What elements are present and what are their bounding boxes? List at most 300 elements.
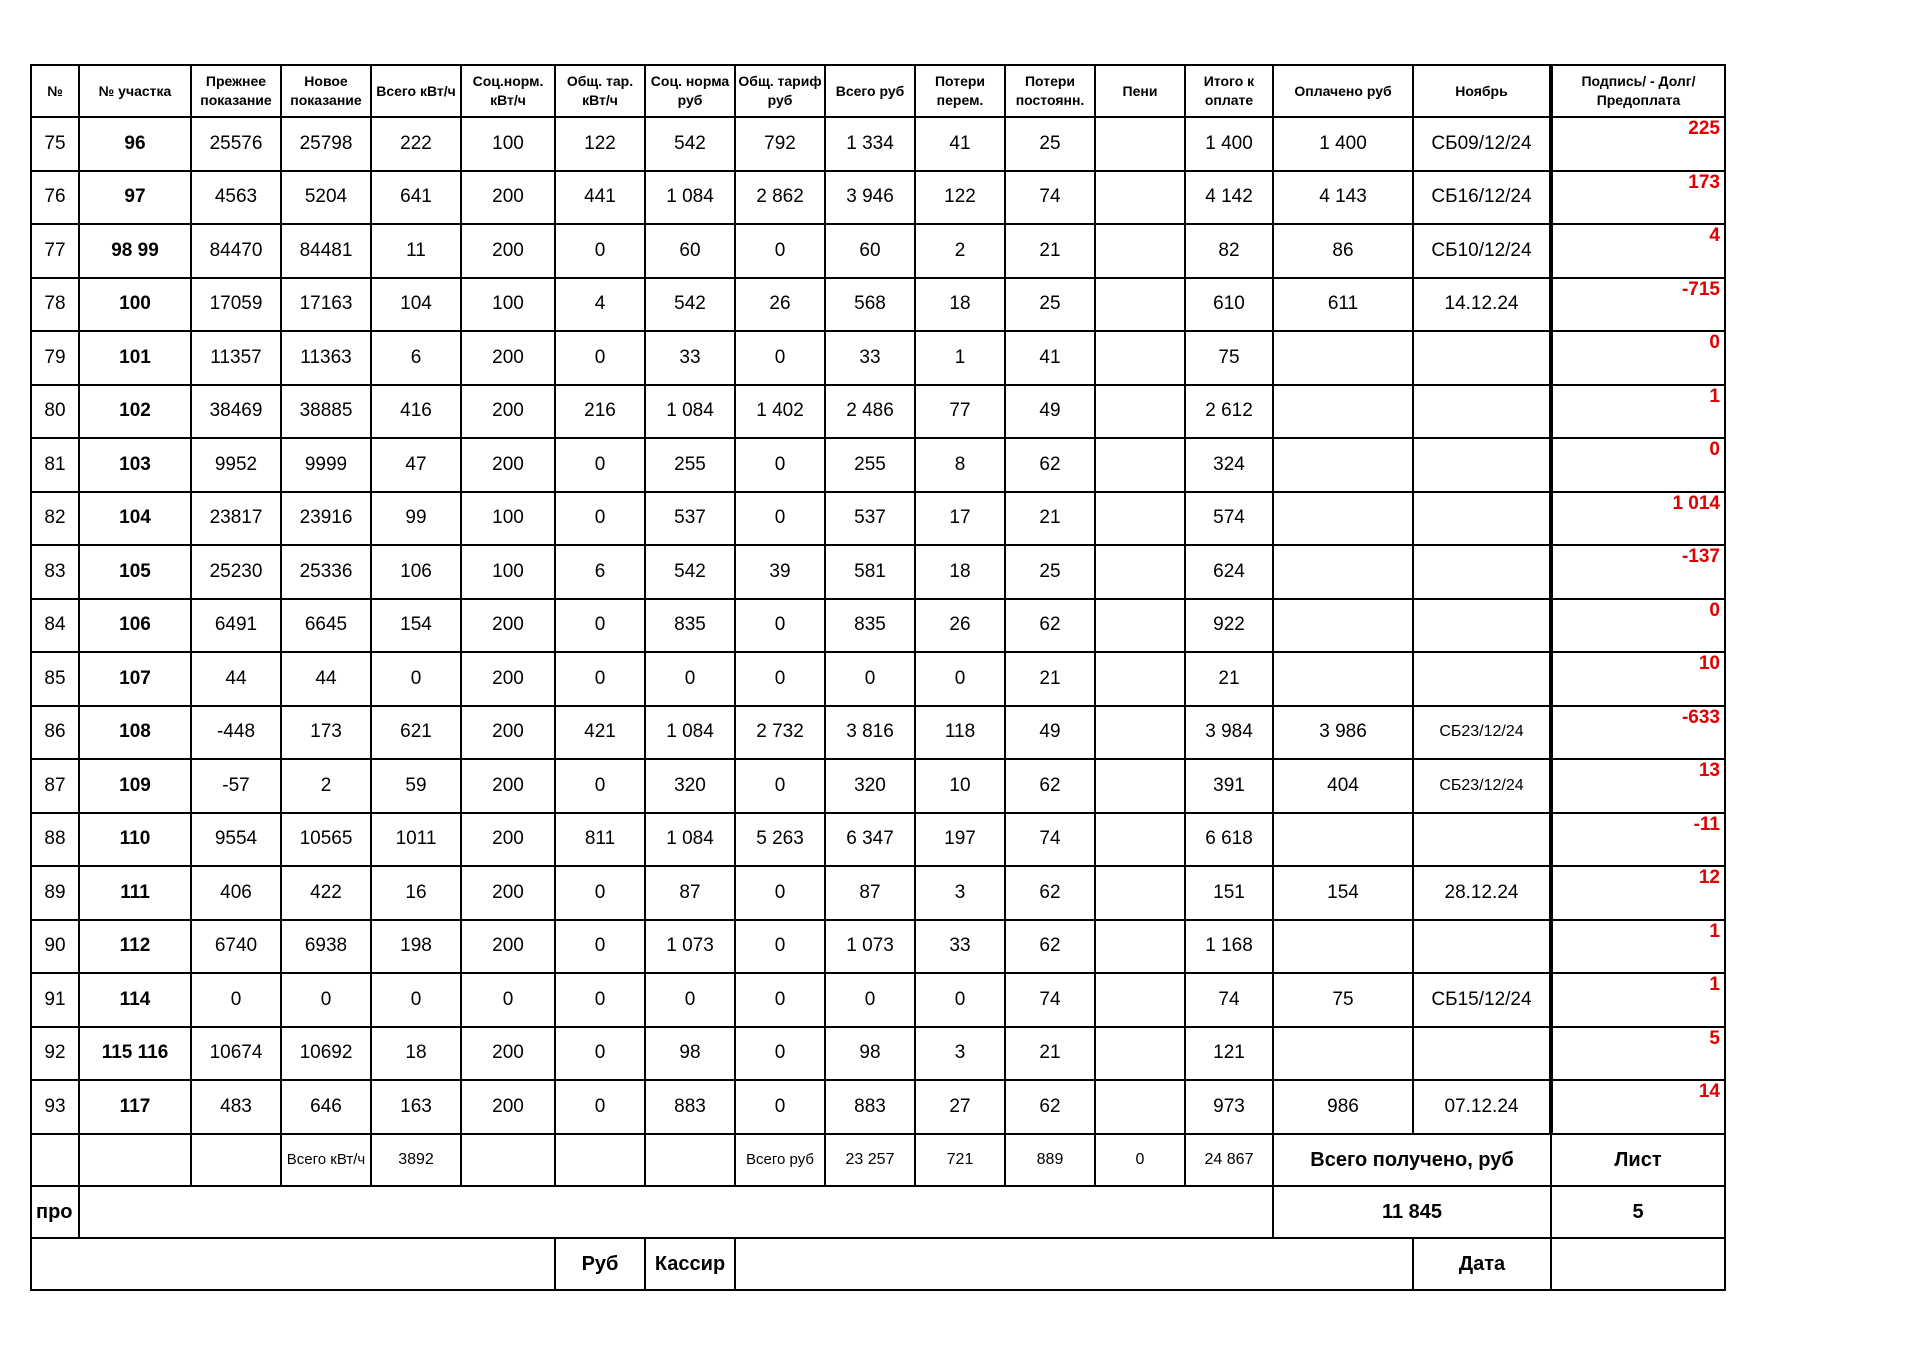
table-cell: 3 — [915, 1027, 1005, 1081]
table-cell: 1 — [915, 331, 1005, 385]
table-cell: 2 612 — [1185, 385, 1273, 439]
table-cell: 38885 — [281, 385, 371, 439]
table-cell — [1413, 652, 1551, 706]
table-row — [31, 117, 1725, 171]
debt-cell: 0 — [1551, 599, 1725, 653]
table-cell: 0 — [555, 759, 645, 813]
table-cell: 811 — [555, 813, 645, 867]
table-cell: 100 — [461, 492, 555, 546]
table-cell — [1273, 331, 1413, 385]
column-header-10: Потери перем. — [915, 65, 1005, 117]
table-cell: 44 — [281, 652, 371, 706]
column-header-1: № участка — [79, 65, 191, 117]
table-cell: 98 — [825, 1027, 915, 1081]
debt-cell: -715 — [1551, 278, 1725, 332]
table-cell: 6 — [371, 331, 461, 385]
table-cell: 49 — [1005, 706, 1095, 760]
table-cell: 25230 — [191, 545, 281, 599]
table-cell: 151 — [1185, 866, 1273, 920]
table-cell: 0 — [735, 492, 825, 546]
table-cell: 0 — [555, 652, 645, 706]
table-cell: 102 — [79, 385, 191, 439]
table-cell: 200 — [461, 920, 555, 974]
table-cell: 610 — [1185, 278, 1273, 332]
table-cell: 0 — [915, 652, 1005, 706]
column-header-7: Соц. норма руб — [645, 65, 735, 117]
table-cell: 91 — [31, 973, 79, 1027]
debt-cell: 0 — [1551, 331, 1725, 385]
kwh-total-label: Всего кВт/ч — [281, 1134, 371, 1186]
table-cell: 6645 — [281, 599, 371, 653]
table-cell: 93 — [31, 1080, 79, 1134]
table-cell: 3 816 — [825, 706, 915, 760]
date-value-cell — [1551, 1238, 1725, 1290]
table-cell: 75 — [1185, 331, 1273, 385]
table-cell: 78 — [31, 278, 79, 332]
table-cell — [1095, 385, 1185, 439]
table-cell: 84481 — [281, 224, 371, 278]
table-cell: 255 — [825, 438, 915, 492]
table-cell: 10674 — [191, 1027, 281, 1081]
table-cell: 0 — [735, 599, 825, 653]
column-header-15: Ноябрь — [1413, 65, 1551, 117]
table-cell: 0 — [825, 652, 915, 706]
table-cell: 27 — [915, 1080, 1005, 1134]
table-cell — [1273, 385, 1413, 439]
table-cell: 200 — [461, 866, 555, 920]
table-cell: 200 — [461, 599, 555, 653]
table-row — [31, 224, 1725, 278]
debt-cell: -11 — [1551, 813, 1725, 867]
table-cell: 1 084 — [645, 385, 735, 439]
table-cell: 883 — [825, 1080, 915, 1134]
table-cell: 0 — [915, 973, 1005, 1027]
table-cell: 105 — [79, 545, 191, 599]
table-cell: 83 — [31, 545, 79, 599]
table-cell: 62 — [1005, 866, 1095, 920]
table-cell: 0 — [555, 492, 645, 546]
table-cell: 1011 — [371, 813, 461, 867]
table-cell: 646 — [281, 1080, 371, 1134]
table-cell — [1095, 813, 1185, 867]
table-row — [31, 171, 1725, 225]
table-cell: 33 — [645, 331, 735, 385]
table-cell: 0 — [555, 224, 645, 278]
table-cell: 0 — [281, 973, 371, 1027]
table-cell: 25 — [1005, 278, 1095, 332]
totals-empty-cell — [31, 1134, 79, 1186]
pro-label: про — [31, 1186, 79, 1238]
table-cell: 122 — [915, 171, 1005, 225]
table-cell: 422 — [281, 866, 371, 920]
table-cell: 200 — [461, 171, 555, 225]
to-pay-total: 24 867 — [1185, 1134, 1273, 1186]
table-row — [31, 920, 1725, 974]
table-cell: 81 — [31, 438, 79, 492]
table-cell — [1095, 1080, 1185, 1134]
table-cell: 107 — [79, 652, 191, 706]
table-cell: 25576 — [191, 117, 281, 171]
table-cell: 0 — [735, 331, 825, 385]
table-cell: 1 084 — [645, 171, 735, 225]
table-cell: СБ23/12/24 — [1413, 759, 1551, 813]
table-cell: 33 — [915, 920, 1005, 974]
table-cell: 100 — [79, 278, 191, 332]
table-cell: СБ23/12/24 — [1413, 706, 1551, 760]
table-cell: 483 — [191, 1080, 281, 1134]
received-total-value: 11 845 — [1273, 1186, 1551, 1238]
table-cell: 320 — [645, 759, 735, 813]
table-cell: 542 — [645, 117, 735, 171]
table-cell: 25 — [1005, 117, 1095, 171]
table-cell: 111 — [79, 866, 191, 920]
table-cell: 416 — [371, 385, 461, 439]
table-cell: 62 — [1005, 438, 1095, 492]
table-cell: -448 — [191, 706, 281, 760]
totals-empty-cell — [461, 1134, 555, 1186]
totals-empty-cell — [645, 1134, 735, 1186]
table-cell: 0 — [735, 1080, 825, 1134]
column-header-11: Потери постоянн. — [1005, 65, 1095, 117]
table-cell: 200 — [461, 331, 555, 385]
table-cell: 99 — [371, 492, 461, 546]
table-cell: 25798 — [281, 117, 371, 171]
table-cell: 163 — [371, 1080, 461, 1134]
table-cell — [1095, 599, 1185, 653]
table-cell: 173 — [281, 706, 371, 760]
table-cell — [1095, 438, 1185, 492]
table-cell: 4 143 — [1273, 171, 1413, 225]
table-cell — [1273, 920, 1413, 974]
table-cell — [1413, 385, 1551, 439]
table-cell — [1095, 331, 1185, 385]
table-cell — [1273, 652, 1413, 706]
column-header-4: Всего кВт/ч — [371, 65, 461, 117]
debt-cell: 1 014 — [1551, 492, 1725, 546]
losses-var-total: 721 — [915, 1134, 1005, 1186]
column-header-13: Итого к оплате — [1185, 65, 1273, 117]
debt-cell: 1 — [1551, 973, 1725, 1027]
totals-row — [31, 1134, 1725, 1186]
table-cell: 60 — [825, 224, 915, 278]
date-label: Дата — [1413, 1238, 1551, 1290]
table-cell: 0 — [371, 973, 461, 1027]
table-cell: 84470 — [191, 224, 281, 278]
table-cell: 38469 — [191, 385, 281, 439]
table-cell: 0 — [555, 973, 645, 1027]
table-cell — [1095, 545, 1185, 599]
table-cell: 154 — [371, 599, 461, 653]
table-cell: 23817 — [191, 492, 281, 546]
table-cell: 0 — [735, 652, 825, 706]
column-header-12: Пени — [1095, 65, 1185, 117]
table-cell — [1095, 224, 1185, 278]
table-cell: 154 — [1273, 866, 1413, 920]
table-cell: 17059 — [191, 278, 281, 332]
table-cell: 624 — [1185, 545, 1273, 599]
column-header-14: Оплачено руб — [1273, 65, 1413, 117]
signature-empty-cell — [31, 1238, 555, 1290]
table-cell: 568 — [825, 278, 915, 332]
debt-cell: 1 — [1551, 385, 1725, 439]
column-header-5: Соц.норм. кВт/ч — [461, 65, 555, 117]
table-cell: 581 — [825, 545, 915, 599]
table-row — [31, 599, 1725, 653]
table-cell — [1413, 1027, 1551, 1081]
table-cell: 835 — [645, 599, 735, 653]
table-cell: 391 — [1185, 759, 1273, 813]
signature-row — [31, 1238, 1725, 1290]
table-cell: 82 — [1185, 224, 1273, 278]
table-cell: 4563 — [191, 171, 281, 225]
table-cell: 641 — [371, 171, 461, 225]
table-cell: 200 — [461, 224, 555, 278]
table-row — [31, 706, 1725, 760]
table-cell: 6 618 — [1185, 813, 1273, 867]
table-cell: 441 — [555, 171, 645, 225]
table-cell: 404 — [1273, 759, 1413, 813]
table-row — [31, 278, 1725, 332]
table-cell: 9999 — [281, 438, 371, 492]
table-cell: 106 — [371, 545, 461, 599]
table-cell: 114 — [79, 973, 191, 1027]
table-cell — [1095, 117, 1185, 171]
table-cell: 537 — [645, 492, 735, 546]
table-cell — [1273, 492, 1413, 546]
table-cell — [1095, 706, 1185, 760]
table-cell: 200 — [461, 813, 555, 867]
table-cell — [1273, 545, 1413, 599]
table-row — [31, 973, 1725, 1027]
table-cell: 421 — [555, 706, 645, 760]
table-cell: 4 — [555, 278, 645, 332]
table-cell: 44 — [191, 652, 281, 706]
table-cell: 90 — [31, 920, 79, 974]
debt-cell: 13 — [1551, 759, 1725, 813]
table-cell: 47 — [371, 438, 461, 492]
table-cell: 2 — [915, 224, 1005, 278]
table-cell: 87 — [825, 866, 915, 920]
table-cell: 25336 — [281, 545, 371, 599]
column-header-6: Общ. тар. кВт/ч — [555, 65, 645, 117]
table-cell — [1273, 599, 1413, 653]
table-cell: 84 — [31, 599, 79, 653]
table-cell: 118 — [915, 706, 1005, 760]
table-row — [31, 652, 1725, 706]
table-cell: 115 116 — [79, 1027, 191, 1081]
table-cell — [1273, 1027, 1413, 1081]
table-cell: 5 263 — [735, 813, 825, 867]
kwh-total-value: 3892 — [371, 1134, 461, 1186]
table-cell: 100 — [461, 545, 555, 599]
table-row — [31, 866, 1725, 920]
debt-cell: 5 — [1551, 1027, 1725, 1081]
table-cell: 106 — [79, 599, 191, 653]
table-cell: 18 — [915, 545, 1005, 599]
table-cell: 200 — [461, 1027, 555, 1081]
table-cell: 2 — [281, 759, 371, 813]
electricity-payment-table — [30, 64, 1726, 1291]
table-cell: 14.12.24 — [1413, 278, 1551, 332]
table-cell: 574 — [1185, 492, 1273, 546]
debt-cell: -633 — [1551, 706, 1725, 760]
table-cell: 104 — [371, 278, 461, 332]
table-cell: 542 — [645, 278, 735, 332]
table-cell: 110 — [79, 813, 191, 867]
table-cell: 8 — [915, 438, 1005, 492]
table-cell: 21 — [1005, 492, 1095, 546]
table-cell: 59 — [371, 759, 461, 813]
column-header-0: № — [31, 65, 79, 117]
table-cell: 2 486 — [825, 385, 915, 439]
totals-empty-cell — [555, 1134, 645, 1186]
table-cell: 98 — [645, 1027, 735, 1081]
table-cell: 122 — [555, 117, 645, 171]
table-cell: 0 — [461, 973, 555, 1027]
table-cell: 117 — [79, 1080, 191, 1134]
table-cell: 100 — [461, 278, 555, 332]
table-cell: 1 073 — [825, 920, 915, 974]
table-cell: 33 — [825, 331, 915, 385]
table-cell: 121 — [1185, 1027, 1273, 1081]
table-cell: 80 — [31, 385, 79, 439]
table-row — [31, 1027, 1725, 1081]
debt-cell: 0 — [1551, 438, 1725, 492]
table-cell — [1095, 492, 1185, 546]
table-cell: 0 — [645, 652, 735, 706]
table-cell: 0 — [555, 866, 645, 920]
table-cell: 87 — [645, 866, 735, 920]
table-cell: 41 — [915, 117, 1005, 171]
debt-cell: 14 — [1551, 1080, 1725, 1134]
table-row — [31, 492, 1725, 546]
table-cell — [1095, 652, 1185, 706]
table-cell: 9554 — [191, 813, 281, 867]
table-cell: 60 — [645, 224, 735, 278]
table-cell: 0 — [645, 973, 735, 1027]
table-cell: 62 — [1005, 1080, 1095, 1134]
table-cell: 76 — [31, 171, 79, 225]
table-cell: 103 — [79, 438, 191, 492]
table-cell: 200 — [461, 385, 555, 439]
table-cell: 74 — [1005, 813, 1095, 867]
table-cell: 86 — [1273, 224, 1413, 278]
table-cell: 74 — [1005, 973, 1095, 1027]
table-cell — [1413, 331, 1551, 385]
table-cell — [1413, 920, 1551, 974]
table-cell: 100 — [461, 117, 555, 171]
table-cell: 3 986 — [1273, 706, 1413, 760]
table-cell: 87 — [31, 759, 79, 813]
table-cell: 77 — [915, 385, 1005, 439]
debt-cell: 173 — [1551, 171, 1725, 225]
table-cell: 11363 — [281, 331, 371, 385]
table-cell — [1413, 492, 1551, 546]
table-cell: 07.12.24 — [1413, 1080, 1551, 1134]
table-cell: 88 — [31, 813, 79, 867]
table-cell: 611 — [1273, 278, 1413, 332]
table-cell: 97 — [79, 171, 191, 225]
table-cell: 883 — [645, 1080, 735, 1134]
table-cell: 89 — [31, 866, 79, 920]
table-cell: 26 — [915, 599, 1005, 653]
table-cell: 200 — [461, 706, 555, 760]
table-cell — [1095, 759, 1185, 813]
table-cell: 10692 — [281, 1027, 371, 1081]
table-cell: 108 — [79, 706, 191, 760]
table-cell: 0 — [735, 973, 825, 1027]
table-cell: 406 — [191, 866, 281, 920]
table-cell: 0 — [735, 438, 825, 492]
table-cell: 2 732 — [735, 706, 825, 760]
table-cell: 1 084 — [645, 813, 735, 867]
table-cell: 10 — [915, 759, 1005, 813]
table-cell: 835 — [825, 599, 915, 653]
table-cell: 216 — [555, 385, 645, 439]
table-cell: 17163 — [281, 278, 371, 332]
table-cell: 6 — [555, 545, 645, 599]
table-cell: СБ15/12/24 — [1413, 973, 1551, 1027]
table-cell: 96 — [79, 117, 191, 171]
table-cell: 200 — [461, 438, 555, 492]
table-cell: 6 347 — [825, 813, 915, 867]
table-cell: 255 — [645, 438, 735, 492]
table-cell: 21 — [1005, 224, 1095, 278]
rub-total-label: Всего руб — [735, 1134, 825, 1186]
table-cell — [1413, 599, 1551, 653]
table-cell: 0 — [371, 652, 461, 706]
table-cell: 28.12.24 — [1413, 866, 1551, 920]
table-cell — [1413, 545, 1551, 599]
table-cell: 198 — [371, 920, 461, 974]
column-header-9: Всего руб — [825, 65, 915, 117]
table-cell: 39 — [735, 545, 825, 599]
rub-total-value: 23 257 — [825, 1134, 915, 1186]
table-cell: 3 — [915, 866, 1005, 920]
pro-row — [31, 1186, 1725, 1238]
table-cell: 62 — [1005, 599, 1095, 653]
table-cell: 320 — [825, 759, 915, 813]
table-cell: 222 — [371, 117, 461, 171]
column-header-8: Общ. тариф руб — [735, 65, 825, 117]
table-cell: 922 — [1185, 599, 1273, 653]
totals-empty-cell — [79, 1134, 191, 1186]
table-cell: 1 400 — [1185, 117, 1273, 171]
table-cell: 0 — [825, 973, 915, 1027]
sheet-label: Лист — [1551, 1134, 1725, 1186]
debt-cell: 4 — [1551, 224, 1725, 278]
table-cell: 18 — [371, 1027, 461, 1081]
table-cell: 21 — [1005, 652, 1095, 706]
table-row — [31, 438, 1725, 492]
table-cell: 200 — [461, 759, 555, 813]
table-cell: 3 984 — [1185, 706, 1273, 760]
table-cell: 1 400 — [1273, 117, 1413, 171]
table-cell: 200 — [461, 1080, 555, 1134]
header-row — [31, 65, 1725, 117]
table-cell: 10565 — [281, 813, 371, 867]
totals-empty-cell — [191, 1134, 281, 1186]
table-cell — [1413, 438, 1551, 492]
table-cell: 0 — [735, 920, 825, 974]
table-cell — [1095, 278, 1185, 332]
sheet-number: 5 — [1551, 1186, 1725, 1238]
table-cell: 200 — [461, 652, 555, 706]
table-cell: 973 — [1185, 1080, 1273, 1134]
table-cell: 82 — [31, 492, 79, 546]
table-cell: 0 — [555, 920, 645, 974]
column-header-3: Новое показание — [281, 65, 371, 117]
